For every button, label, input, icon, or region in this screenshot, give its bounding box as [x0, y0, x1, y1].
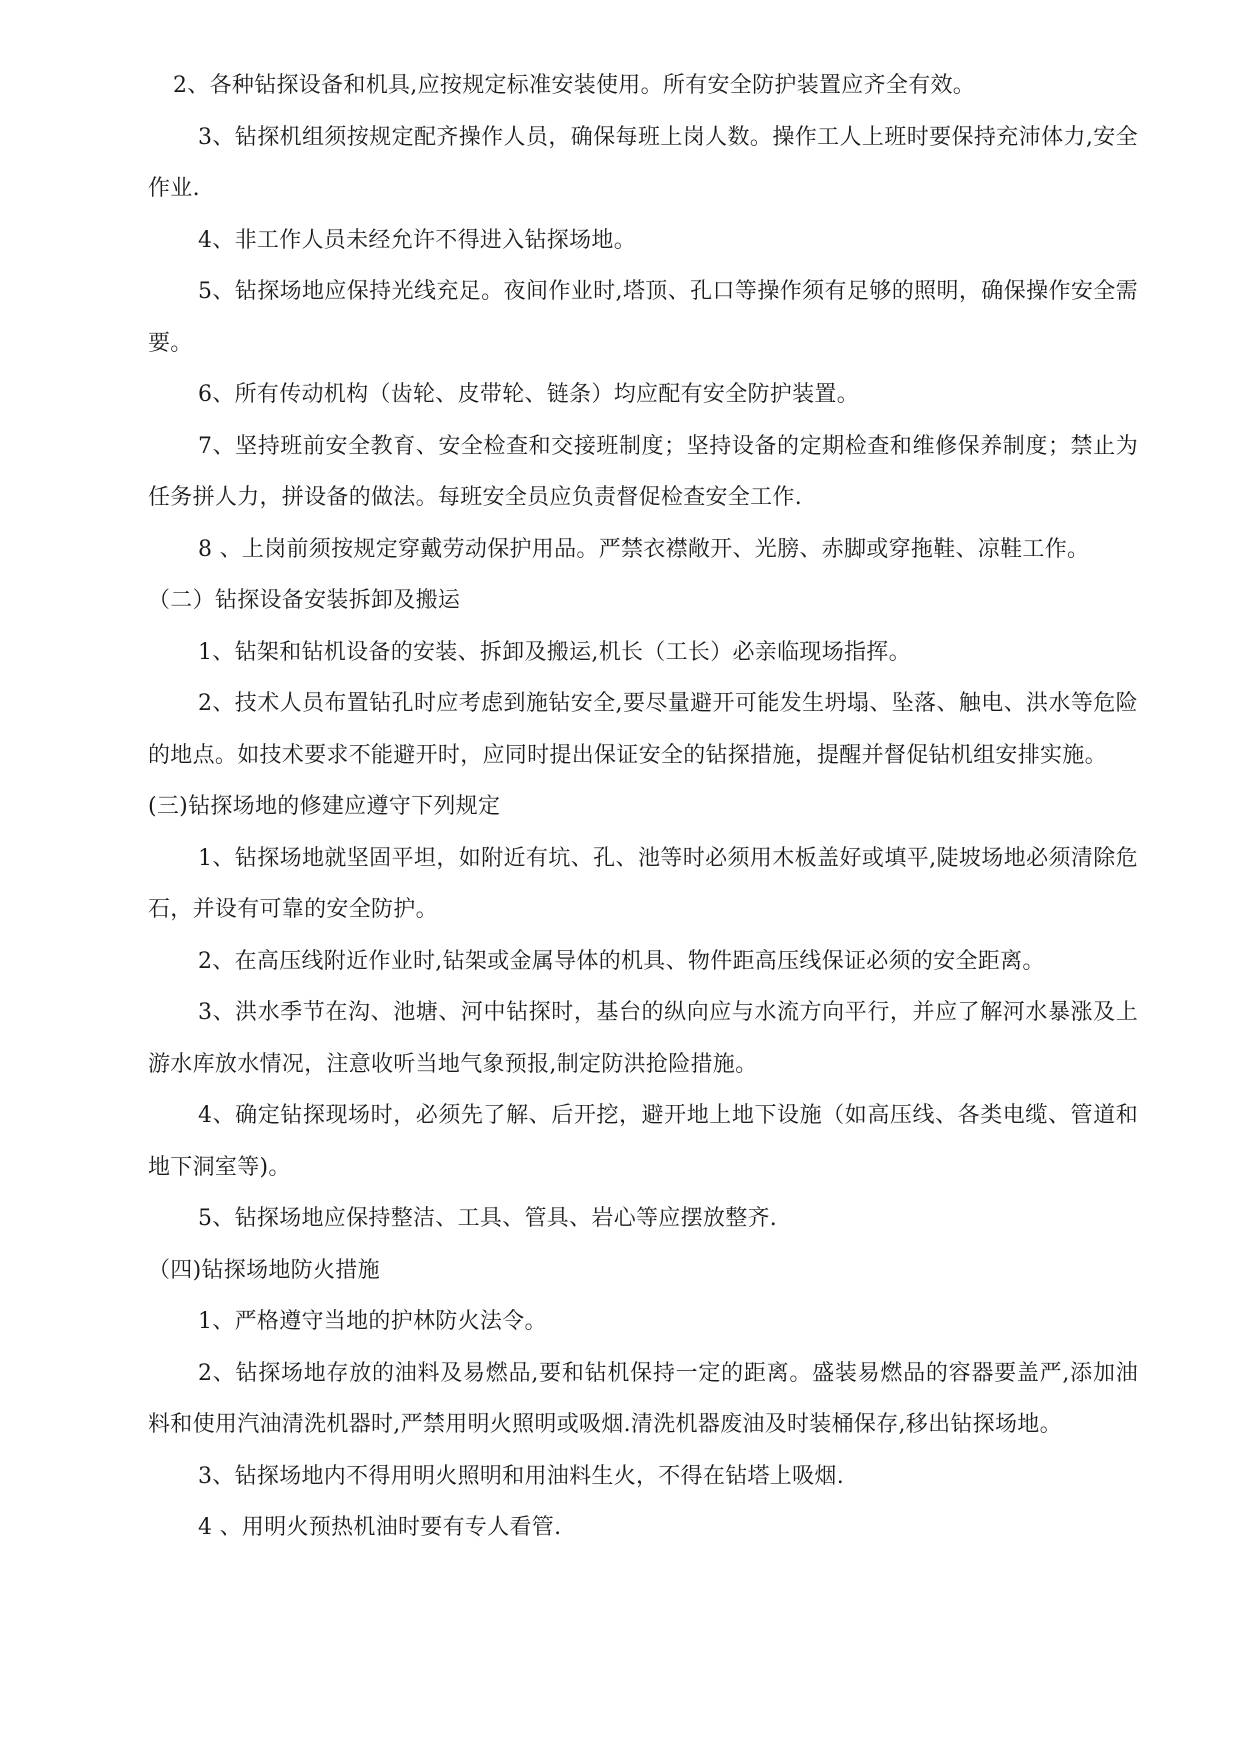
rule-3-4-site-survey: 4、确定钻探现场时，必须先了解、后开挖，避开地上地下设施（如高压线、各类电缆、管道和地下洞室等)。 [148, 1103, 1138, 1180]
rule-4-4-preheating: 4 、用明火预热机油时要有专人看管. [198, 1515, 562, 1540]
section-heading-3: (三)钻探场地的修建应遵守下列规定 [148, 794, 501, 819]
rule-5-lighting: 5、钻探场地应保持光线充足。夜间作业时,塔顶、孔口等操作须有足够的照明，确保操作安全需要。 [148, 279, 1138, 356]
rule-4-1-fire-law: 1、严格遵守当地的护林防火法令。 [198, 1309, 547, 1334]
rule-8-protective-gear: 8 、上岗前须按规定穿戴劳动保护用品。严禁衣襟敞开、光膀、赤脚或穿拖鞋、凉鞋工作。 [198, 536, 1090, 562]
rule-4-2-fuel-storage: 2、钻探场地存放的油料及易燃品,要和钻机保持一定的距离。盛装易燃品的容器要盖严,添加油料和使用汽油清洗机器时,严禁用明火照明或吸烟.清洗机器废油及时装桶保存,移出钻探场地。 [148, 1360, 1138, 1437]
rule-4-3-open-flame: 3、钻探场地内不得用明火照明和用油料生火，不得在钻塔上吸烟. [198, 1463, 844, 1489]
rule-7-safety-education: 7、坚持班前安全教育、安全检查和交接班制度；坚持设备的定期检查和维修保养制度；禁止为任务拼人力，拼设备的做法。每班安全员应负责督促检查安全工作. [148, 433, 1138, 510]
rule-2-equipment-install: 2、各种钻探设备和机具,应按规定标准安装使用。所有安全防护装置应齐全有效。 [173, 73, 976, 98]
section-heading-4: （四)钻探场地防火措施 [148, 1257, 380, 1283]
rule-3-3-flood-season: 3、洪水季节在沟、池塘、河中钻探时，基台的纵向应与水流方向平行，并应了解河水暴涨及上游水库放水情况，注意收听当地气象预报,制定防洪抢险措施。 [148, 1000, 1138, 1077]
document-page [148, 60, 1138, 1554]
rule-6-transmission-guards: 6、所有传动机构（齿轮、皮带轮、链条）均应配有安全防护装置。 [198, 382, 859, 407]
rule-3-5-tidiness: 5、钻探场地应保持整洁、工具、管具、岩心等应摆放整齐. [198, 1206, 778, 1231]
rule-2-1-installation-command: 1、钻架和钻机设备的安装、拆卸及搬运,机长（工长）必亲临现场指挥。 [198, 639, 911, 665]
rule-3-2-high-voltage: 2、在高压线附近作业时,钻架或金属导体的机具、物件距高压线保证必须的安全距离。 [198, 948, 1045, 974]
rule-4-non-staff: 4、非工作人员未经允许不得进入钻探场地。 [198, 227, 636, 253]
rule-3-staffing: 3、钻探机组须按规定配齐操作人员，确保每班上岗人数。操作工人上班时要保持充沛体力,安全作业. [148, 124, 1138, 201]
rule-3-1-site-ground: 1、钻探场地就坚固平坦，如附近有坑、孔、池等时必须用木板盖好或填平,陡坡场地必须清除危石，并设有可靠的安全防护。 [148, 845, 1138, 922]
section-heading-2: （二）钻探设备安装拆卸及搬运 [148, 588, 461, 613]
rule-2-2-borehole-layout: 2、技术人员布置钻孔时应考虑到施钻安全,要尽量避开可能发生坍塌、坠落、触电、洪水等危险的地点。如技术要求不能避开时，应同时提出保证安全的钻探措施，提醒并督促钻机组安排实施。 [148, 691, 1138, 768]
